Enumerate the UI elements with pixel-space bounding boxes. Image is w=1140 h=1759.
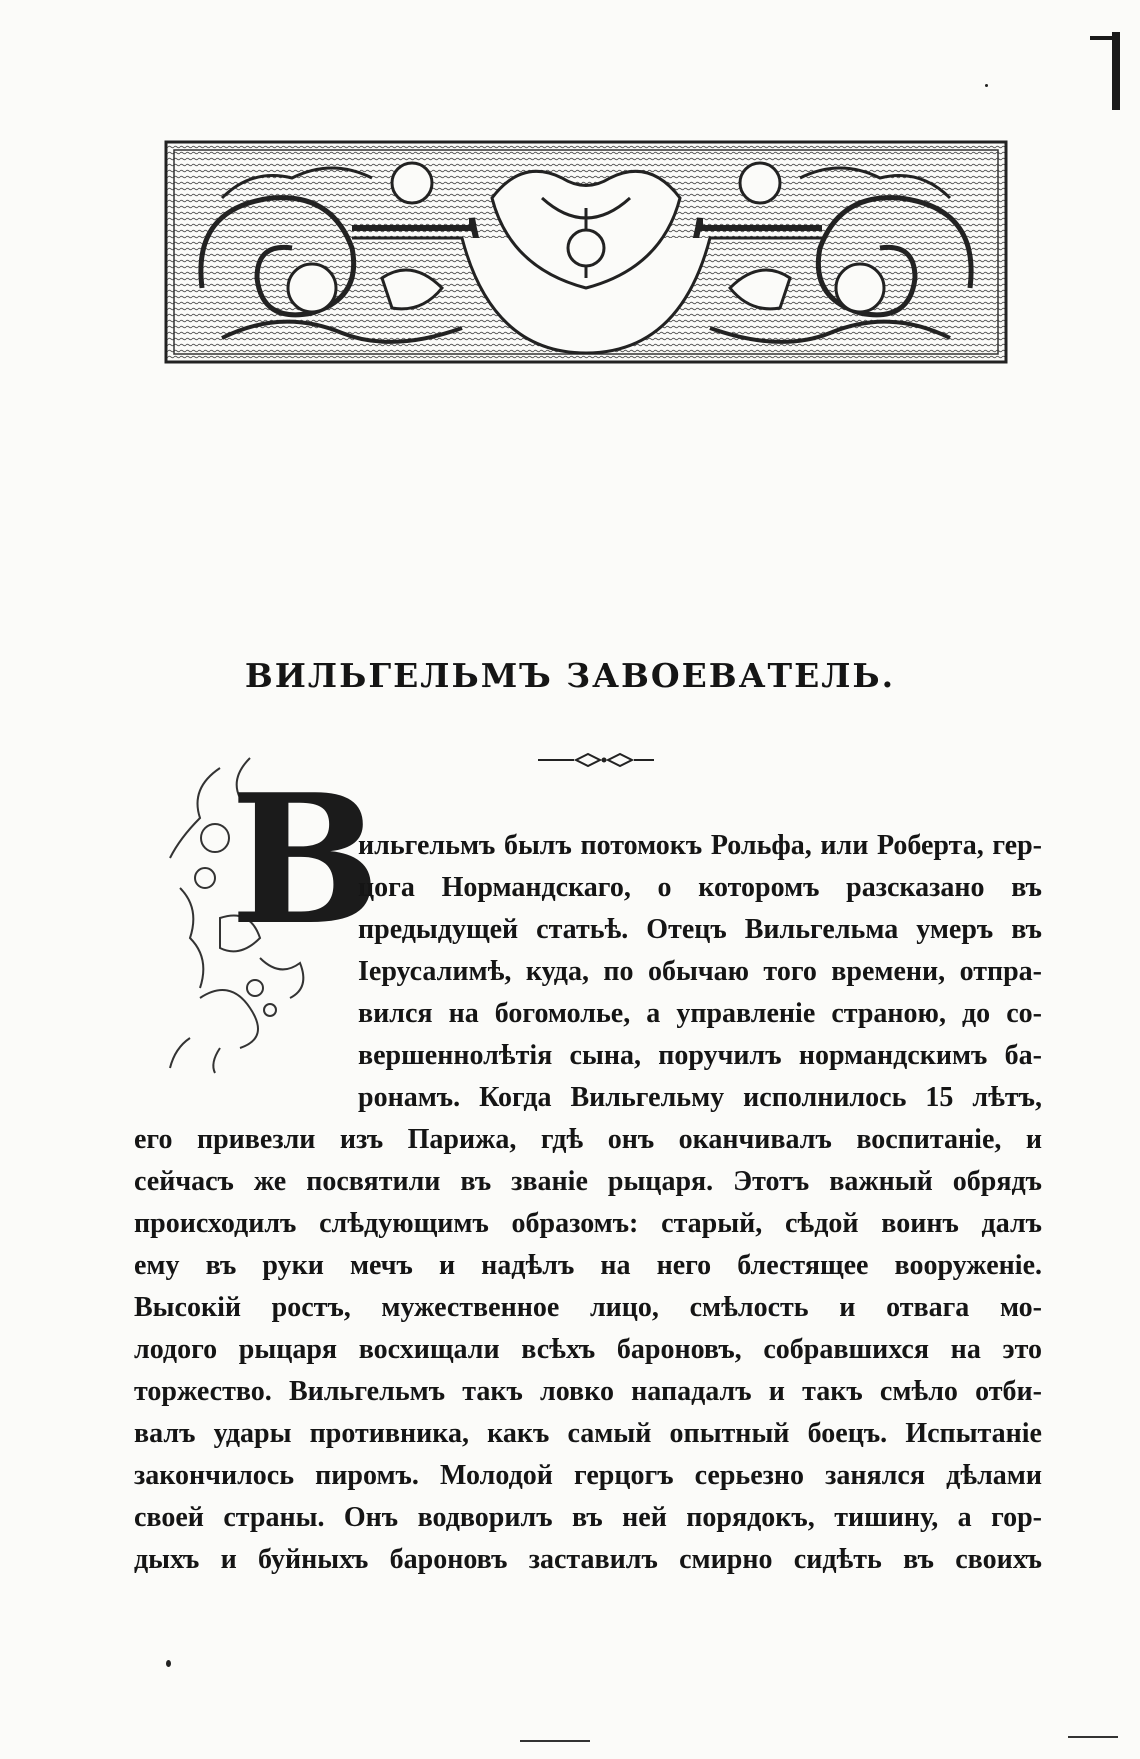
text-line: ронамъ. Когда Вильгельму исполнилось 15 лѣтъ, — [358, 1082, 1042, 1113]
drop-cap-letter: В — [230, 755, 381, 964]
text-line: предыдущей статьѣ. Отецъ Вильгельма умеръ въ — [358, 914, 1042, 945]
text-line: валъ удары противника, какъ самый опытный боецъ. Испытаніе — [134, 1418, 1042, 1449]
text-line: Высокій ростъ, мужественное лицо, смѣлость и отвага мо- — [134, 1292, 1042, 1323]
scan-speck — [166, 1660, 171, 1667]
text-line: своей страны. Онъ водворилъ въ ней порядокъ, тишину, а гор- — [134, 1502, 1042, 1533]
text-line: торжество. Вильгельмъ такъ ловко нападалъ и такъ смѣло отби- — [134, 1376, 1042, 1407]
text-line: цога Нормандскаго, о которомъ разсказано въ — [358, 872, 1042, 903]
text-line: его привезли изъ Парижа, гдѣ онъ оканчивалъ воспитаніе, и — [134, 1124, 1042, 1155]
text-line: сейчасъ же посвятили въ званіе рыцаря. Этотъ важный обрядъ — [134, 1166, 1042, 1197]
chapter-title: ВИЛЬГЕЛЬМЪ ЗАВОЕВАТЕЛЬ. — [244, 656, 896, 695]
text-line: происходилъ слѣдующимъ образомъ: старый, сѣдой воинъ далъ — [134, 1208, 1042, 1239]
scan-artifact — [1068, 1736, 1118, 1738]
ornamental-headpiece — [162, 138, 1010, 366]
scan-artifact — [520, 1740, 590, 1742]
text-line: вершеннолѣтія сына, поручилъ нормандскимъ ба- — [358, 1040, 1042, 1071]
binding-mark — [1112, 32, 1120, 110]
text-line: лодого рыцаря восхищали всѣхъ бароновъ, собравшихся на это — [134, 1334, 1042, 1365]
text-line: вился на богомолье, а управленіе страною, до со- — [358, 998, 1042, 1029]
text-line: дыхъ и буйныхъ бароновъ заставилъ смирно сидѣть въ своихъ — [134, 1544, 1042, 1575]
text-line: Іерусалимѣ, куда, по обычаю того времени, отпра- — [358, 956, 1042, 987]
title-ornament — [536, 752, 656, 768]
scan-speck — [985, 84, 988, 87]
text-line: закончилось пиромъ. Молодой герцогъ серьезно занялся дѣлами — [134, 1460, 1042, 1491]
text-line: ильгельмъ былъ потомокъ Рольфа, или Роберта, гер- — [358, 830, 1042, 861]
text-line: ему въ руки мечъ и надѣлъ на него блестящее вооруженіе. — [134, 1250, 1042, 1281]
